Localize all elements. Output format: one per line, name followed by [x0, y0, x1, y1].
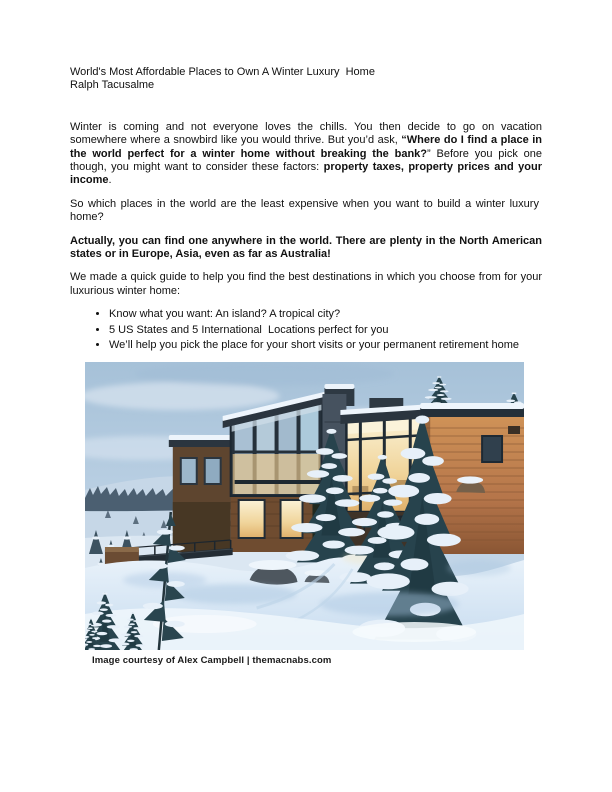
paragraph: Actually, you can find one anywhere in the world. There are plenty in the North American states or in Europe, Asia, even as far as Australia!	[70, 234, 542, 261]
winter-home-illustration	[85, 362, 524, 650]
winter-home-photo	[85, 362, 524, 650]
bullet-list	[70, 308, 542, 352]
article-body	[70, 121, 542, 298]
article-author: Ralph Tacusalme	[70, 79, 155, 92]
paragraph: Winter is coming and not everyone loves the chills. You then decide to go on vacation somewhere where a snowbird like you would thrive. But you’d ask, “Where do I find a place in the world perfect for a winter home without breaking the bank?” Before you pick one though, you might want to consider these factors: property taxes, property prices and your income.	[70, 120, 543, 187]
article-content	[70, 66, 542, 666]
paragraph: So which places in the world are the least expensive when you want to build a winter luxury home?	[70, 197, 542, 224]
image-caption: Image courtesy of Alex Campbell | themacnabs.com	[92, 654, 332, 666]
list-item: • 5 US States and 5 International Locations perfect for you	[109, 324, 542, 337]
list-item: • We’ll help you pick the place for your short visits or your permanent retirement home	[109, 339, 542, 352]
article-figure	[85, 362, 524, 666]
list-item: • Know what you want: An island? A tropical city?	[109, 308, 542, 321]
article-title: World's Most Affordable Places to Own A Winter Luxury Home	[70, 66, 375, 78]
title-gap	[70, 93, 542, 121]
paragraph: We made a quick guide to help you find the best destinations in which you choose from for your luxurious winter home:	[70, 271, 542, 297]
